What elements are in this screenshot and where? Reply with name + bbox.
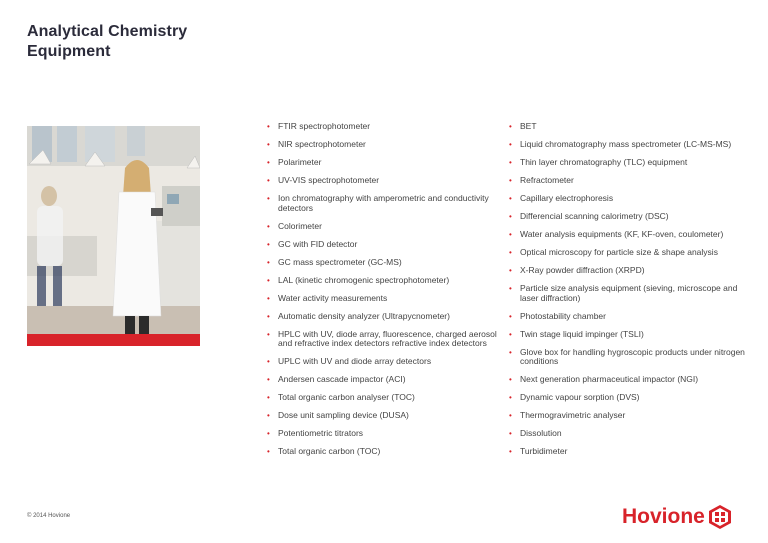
bullet-icon: •: [509, 140, 512, 149]
bullet-icon: •: [267, 122, 270, 131]
equipment-item-label: Dissolution: [520, 428, 562, 438]
bullet-icon: •: [509, 212, 512, 221]
bullet-icon: •: [509, 230, 512, 239]
equipment-item: [509, 429, 755, 439]
equipment-item: [267, 411, 499, 421]
equipment-item: [509, 140, 755, 150]
equipment-item: [509, 393, 755, 403]
equipment-list-right: [509, 122, 755, 465]
bullet-icon: •: [267, 311, 270, 321]
equipment-item: [509, 312, 755, 322]
bullet-icon: •: [509, 347, 512, 357]
equipment-item-label: Water activity measurements: [278, 292, 388, 303]
bullet-icon: •: [509, 194, 512, 203]
equipment-item-label: Total organic carbon (TOC): [278, 446, 381, 456]
bullet-icon: •: [509, 266, 512, 275]
equipment-item-label: Potentiometric titrators: [278, 428, 364, 438]
bullet-icon: •: [509, 122, 512, 131]
equipment-list-left: [267, 122, 499, 465]
equipment-item: [267, 222, 499, 232]
equipment-item-label: HPLC with UV, diode array, fluorescence, charged aerosol and refractive index detectors refractive index detectors: [278, 328, 497, 348]
equipment-item-label: Twin stage liquid impinger (TSLI): [520, 328, 644, 339]
bullet-icon: •: [267, 176, 270, 185]
equipment-item: [509, 212, 755, 222]
equipment-item-label: Next generation pharmaceutical impactor (NGI): [520, 374, 699, 384]
equipment-item: [509, 230, 755, 240]
bullet-icon: •: [267, 293, 270, 303]
equipment-item: [509, 194, 755, 204]
equipment-item-label: Refractometer: [520, 175, 574, 185]
bullet-icon: •: [509, 311, 512, 321]
equipment-item-label: Andersen cascade impactor (ACI): [278, 374, 406, 384]
equipment-item: [267, 140, 499, 150]
equipment-item: [509, 122, 755, 132]
equipment-item-label: Polarimeter: [278, 157, 322, 167]
equipment-item-label: Glove box for handling hygroscopic products under nitrogen conditions: [520, 346, 745, 366]
bullet-icon: •: [509, 158, 512, 167]
equipment-item-label: FTIR spectrophotometer: [278, 121, 371, 131]
equipment-item: [267, 276, 499, 286]
equipment-item-label: Particle size analysis equipment (sieving, microscope and laser diffraction): [520, 283, 738, 303]
equipment-item-label: Differencial scanning calorimetry (DSC): [520, 211, 669, 221]
bullet-icon: •: [267, 257, 270, 267]
equipment-item-label: Total organic carbon analyser (TOC): [278, 392, 415, 402]
equipment-item: [267, 194, 499, 213]
logo-text: Hovione: [622, 505, 705, 528]
equipment-item-label: Colorimeter: [278, 220, 322, 231]
bullet-icon: •: [267, 447, 270, 456]
photo-accent-bar: [27, 334, 200, 346]
bullet-icon: •: [509, 248, 512, 257]
equipment-item: [509, 375, 755, 385]
equipment-item: [267, 357, 499, 367]
equipment-item: [509, 248, 755, 258]
bullet-icon: •: [509, 176, 512, 185]
copyright: © 2014 Hovione: [27, 513, 71, 519]
equipment-item-label: Thermogravimetric analyser: [520, 410, 626, 420]
equipment-item: [267, 240, 499, 250]
equipment-item: [267, 294, 499, 304]
equipment-item: [509, 158, 755, 168]
equipment-item: [509, 447, 755, 457]
bullet-icon: •: [267, 140, 270, 149]
hovione-hexagon-icon: [708, 504, 732, 530]
equipment-item-label: NIR spectrophotometer: [278, 139, 366, 149]
equipment-item-label: Liquid chromatography mass spectrometer (LC-MS-MS): [520, 139, 732, 149]
bullet-icon: •: [267, 429, 270, 438]
equipment-item: [267, 375, 499, 385]
equipment-item-label: Automatic density analyzer (Ultrapycnometer): [278, 310, 450, 321]
equipment-item: [267, 312, 499, 322]
equipment-item-label: GC with FID detector: [278, 238, 358, 249]
equipment-item-label: Optical microscopy for particle size & shape analysis: [520, 247, 718, 257]
equipment-item-label: Photostability chamber: [520, 310, 606, 321]
equipment-item-label: LAL (kinetic chromogenic spectrophotometer): [278, 274, 450, 285]
bullet-icon: •: [267, 194, 270, 203]
bullet-icon: •: [509, 375, 512, 384]
equipment-item: [509, 411, 755, 421]
equipment-item-label: UPLC with UV and diode array detectors: [278, 356, 432, 366]
equipment-item-label: UV-VIS spectrophotometer: [278, 175, 380, 185]
equipment-item: [267, 258, 499, 268]
equipment-item: [267, 447, 499, 457]
equipment-item: [267, 176, 499, 186]
lab-photo-illustration: [27, 126, 200, 346]
bullet-icon: •: [509, 329, 512, 339]
bullet-icon: •: [267, 411, 270, 420]
equipment-item-label: Thin layer chromatography (TLC) equipment: [520, 157, 688, 167]
equipment-item-label: Ion chromatography with amperometric and conductivity detectors: [278, 193, 489, 213]
bullet-icon: •: [267, 158, 270, 167]
equipment-item-label: Dynamic vapour sorption (DVS): [520, 392, 640, 402]
equipment-item-label: Dose unit sampling device (DUSA): [278, 410, 409, 420]
equipment-item-label: Turbidimeter: [520, 446, 568, 456]
equipment-item-label: GC mass spectrometer (GC-MS): [278, 256, 402, 267]
equipment-item: [267, 122, 499, 132]
hovione-logo: [622, 503, 732, 531]
equipment-item: [267, 158, 499, 168]
equipment-item: [267, 393, 499, 403]
bullet-icon: •: [267, 357, 270, 366]
bullet-icon: •: [267, 329, 270, 339]
page-title: Analytical Chemistry Equipment: [27, 23, 188, 60]
bullet-icon: •: [509, 447, 512, 456]
equipment-item-label: Capillary electrophoresis: [520, 193, 614, 203]
equipment-item: [509, 176, 755, 186]
bullet-icon: •: [509, 393, 512, 402]
equipment-item-label: X-Ray powder diffraction (XRPD): [520, 265, 645, 275]
equipment-item: [509, 266, 755, 276]
bullet-icon: •: [267, 375, 270, 384]
equipment-item: [509, 330, 755, 340]
equipment-item-label: BET: [520, 121, 537, 131]
bullet-icon: •: [267, 275, 270, 285]
bullet-icon: •: [267, 393, 270, 402]
lab-photo: [27, 126, 200, 346]
equipment-item: [267, 330, 499, 349]
equipment-item: [267, 429, 499, 439]
equipment-item-label: Water analysis equipments (KF, KF-oven, coulometer): [520, 229, 724, 239]
bullet-icon: •: [509, 429, 512, 438]
bullet-icon: •: [267, 239, 270, 249]
bullet-icon: •: [267, 221, 270, 231]
bullet-icon: •: [509, 284, 512, 293]
equipment-item: [509, 284, 755, 303]
equipment-item: [509, 348, 755, 367]
bullet-icon: •: [509, 411, 512, 420]
